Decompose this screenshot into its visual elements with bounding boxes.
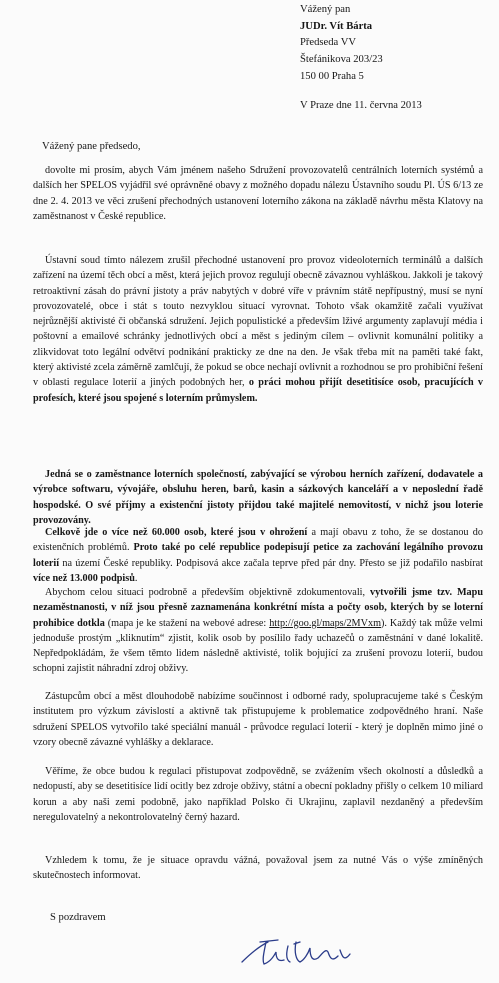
paragraph-7-text: Věříme, že obce budou k regulaci přistupovat zodpovědně, se zvážením všech okolností a důsledků a nedopustí, aby se desetitisíce lidí ocitly bez zdroje obživy, státní a obecní pokladny přišly o celkem 10 miliard korun a aby naši zemi podobně, jako například Polsko či Ukrajinu, zaplavil nezdaněný a především neregulovatelný a nekontrolovatelný černý hazard. (33, 766, 483, 823)
recipient-title: Předseda VV (300, 37, 356, 49)
map-link[interactable]: http://goo.gl/maps/2MVxm (269, 617, 381, 629)
paragraph-3 (33, 467, 483, 528)
paragraph-5 (33, 585, 483, 677)
recipient-street: Štefánikova 203/23 (300, 54, 383, 66)
paragraph-5-bold: vytvořili jsme tzv. Mapu nezaměstnanosti, v níž jsou přesně zaznamenána konkrétní místa a počty osob, kterých by se loterní prohibice dotkla (33, 587, 483, 629)
paragraph-2 (33, 253, 483, 406)
paragraph-4-text-b: a mají obavu z toho, že se dostanou do existenčních problémů. (33, 527, 483, 554)
paragraph-1 (33, 163, 483, 224)
paragraph-8 (33, 853, 483, 884)
salutation: Vážený pane předsedo, (42, 141, 141, 152)
paragraph-6 (33, 689, 483, 750)
paragraph-4-bold-e: více než 13.000 podpisů (33, 572, 135, 584)
recipient-greeting: Vážený pan (300, 4, 351, 15)
recipient-city: 150 00 Praha 5 (300, 70, 364, 82)
paragraph-6-text: Zástupcům obcí a měst dlouhodobě nabízíme součinnost i odborné rady, spolupracujeme také s Českým institutem pro výzkum závislostí a aktivně tak přistupujeme k problematice zodpovědného hraní. Naše sdružení SPELOS vytvořilo také speciální manuál - průvodce regulací loterií - který je doplněn mimo jiné o vzory obecně závazné vyhlášky a deklarace. (33, 691, 483, 748)
paragraph-4 (33, 525, 483, 586)
signature-image (230, 932, 370, 972)
paragraph-2-bold: o práci mohou přijít desetitisíce osob, pracujících v profesích, které jsou spojené s loterním průmyslem. (33, 377, 483, 404)
paragraph-5-text-c: (mapa je ke stažení na webové adrese: (104, 617, 270, 629)
paragraph-7 (33, 764, 483, 825)
paragraph-2-text: Ústavní soud tímto nálezem zrušil přechodné ustanovení pro provoz videoloterních terminálů a dalších zařízení na území těch obcí a měst, která jejich provoz regulují obecně závaznou vyhláškou. Jakkoli je takový retroaktivní zásah do právní jistoty a práv nabytých v dobré víře v právním státě nepřípustný, musí se nyní provozovatelé, obce i stát s touto nezvyklou situací vyrovnat. Tohoto však okamžitě začali využívat nejrůznější aktivisté či občanská sdružení. Jejich populistické a především lživé argumenty zaplavují média i poštovní a emailové schránky jednotlivých obcí a měst s jediným cílem – ovlivnit komunální politiky a zlikvidovat toto legální odvětví podnikání prakticky ze dne na den. Je však třeba mít na paměti také fakt, který aktivisté zcela záměrně zamlčují, že pokud se obce nechají ovlivnit a rozhodnou se pro prohibiční řešení v oblasti regulace loterií a jiných podobných her, (33, 255, 483, 389)
paragraph-5-text-a: Abychom celou situaci podrobně a především objektivně zdokumentovali, (45, 587, 370, 598)
paragraph-3-bold: Jedná se o zaměstnance loterních společností, zabývající se výrobou herních zařízení, dodavatele a výrobce softwaru, vývojáře, obsluhu heren, barů, kasin a sázkových kanceláří a v neposlední řadě hospodské. O své příjmy a existenční jistoty přijdou také majitelé nemovitostí, v nichž jsou loterie provozovány. (33, 469, 483, 526)
recipient-address (300, 2, 422, 114)
paragraph-8-text: Vzhledem k tomu, že je situace opravdu vážná, považoval jsem za nutné Vás o výše zmíněných skutečnostech informovat. (33, 855, 483, 882)
paragraph-4-bold-a: Celkově jde o více než 60.000 osob, které jsou v ohrožení (45, 527, 308, 538)
paragraph-4-text-d: na území České republiky. Podpisová akce začala teprve před pár dny. Přesto se již podařilo nasbírat (59, 557, 483, 569)
paragraph-1-text: dovolte mi prosím, abych Vám jménem našeho Sdružení provozovatelů centrálních loterních systémů a dalších her SPELOS vyjádřil své oprávněné obavy z možného dopadu nálezu Ústavního soudu Pl. ÚS 6/13 ze dne 2. 4. 2013 ve věci zrušení přechodných ustanovení loterního zákona na základě návrhu města Klatovy na zaměstnanost v České republice. (33, 165, 483, 222)
paragraph-5-text-d: ). Každý tak může velmi jednoduše prostým „kliknutím“ zjistit, kolik osob by posílilo řady uchazečů o zaměstnání v dané lokalitě. Nepředpokládám, že všem těmto lidem následně aktivisté, tolik bojující za zrušení provozu loterií, budou schopni zajistit náhradní zdroj obživy. (33, 617, 483, 675)
paragraph-4-text-f: . (134, 572, 138, 584)
recipient-name: JUDr. Vít Bárta (300, 20, 373, 32)
paragraph-4-bold-c: Proto také po celé republice podepisují petice za zachování legálního provozu loterií (33, 542, 483, 569)
letter-date: V Praze dne 11. června 2013 (300, 99, 422, 111)
closing: S pozdravem (50, 912, 106, 923)
